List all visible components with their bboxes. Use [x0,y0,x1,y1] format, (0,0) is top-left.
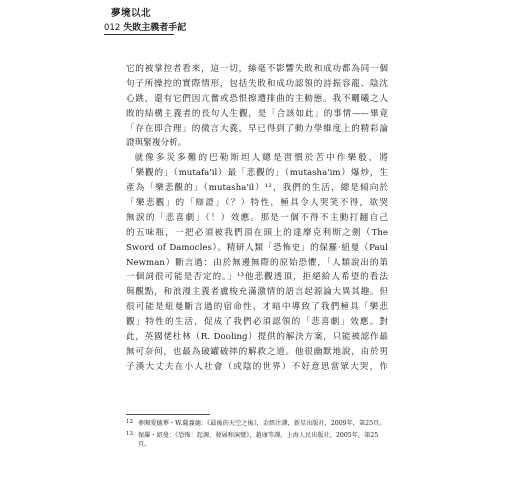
running-header [104,8,186,33]
footnote-number: 12 [126,419,133,425]
footnotes [126,419,388,452]
text-line: 與觀點，和浪漫主義者盧梭充滿激情的語言起源論大異其趣。但 [126,287,388,298]
text-line: 觀」特性的生活，促成了我們必須認領的「悲喜劇」效應。對 [126,317,388,328]
text-line: 「樂觀的」（mutafa'il）最「悲觀的」（mutasha'im）爆炒，生 [126,168,388,179]
body-text [126,62,388,375]
text-line: 心跳，還有它們因亢奮或恐恨擦遭排曲的主動態。我不曬曦之人 [126,93,388,104]
text-line: 證與緊複分析。 [126,138,187,149]
chapter-title: 失敗主義者手記 [123,23,187,33]
footnote [126,419,388,429]
text-line: 無淚的「悲喜劇」（！）效應。那是一個不得不主動打翻自己 [126,212,388,223]
text-line: 「存在即合理」的微言大義，早已得到了動力學維度上的精彩論 [126,123,388,134]
text-line: 很可能是紐曼斷言過的宿命性，才暗中導致了我們極具「樂悲 [126,302,388,313]
text-line: 「樂悲觀」的「辯證」（？）特性，極具令人哭笑不得，欲哭 [126,198,388,209]
text-line: 的五味瓶，一把必須被我們頂在頭上的達摩克利斯之劍（The [126,227,388,238]
page-number: 012 [104,23,121,33]
text-line: 產為「樂悲觀的」（mutasha'il）¹²，我們的生活，總是傾向於 [126,183,388,194]
footnote-text: 保羅・紐曼：《恐怖：起源、發展和演變》，趙康等譯，上海人民出版社，2005年，第25頁。 [138,431,379,448]
text-line: 敗的結構主義者的長句人生觀，是「合該如此」的事情——畢竟 [126,108,388,119]
text-line: Sword of Damocles）。精研人類「恐怖史」的保羅·紐曼（Paul [126,242,388,253]
text-line: 它的被掌控者看來，這一切，絲毫不影響失敗和成功都為同一個 [126,64,388,74]
footnote [126,431,388,450]
footnote-rule [126,414,210,415]
chapter-row [104,20,186,33]
text-line: 句子所操控的實際情形，包括失敗和成功認領的詩振容龍、陰沈 [126,78,388,89]
footnote-text: 參閱愛德華・W.薩義德：《最後的天空之後》，金經注譯，新星出版社，2009年，第25頁。 [138,420,386,427]
text-line: 此，英國佬杜林（R. Dooling）提供的解決方案，只能被認作最 [126,332,388,343]
text-line: 子漢大丈夫在小人社會（或陰的世界）不好意思當眾大哭，作 [126,361,388,372]
text-line: Newman）斷言過：由於無邊無際的原始恐懼，「人類說出的第 [126,257,388,268]
text-line: 一個詞很可能是否定的。」¹³他悲觀透頂，拒絕給人希望的看法 [126,272,388,283]
header-rule [104,34,174,35]
book-title: 夢境以北 [111,8,152,19]
text-line: 無可奈何，也最為破罐破摔的解救之道。他很幽默地說，由於男 [126,346,388,357]
footnote-number: 13 [126,430,133,437]
text-line: 就像多災多難的巴勒斯坦人總是習慣於苦中作樂般，將 [134,153,388,164]
